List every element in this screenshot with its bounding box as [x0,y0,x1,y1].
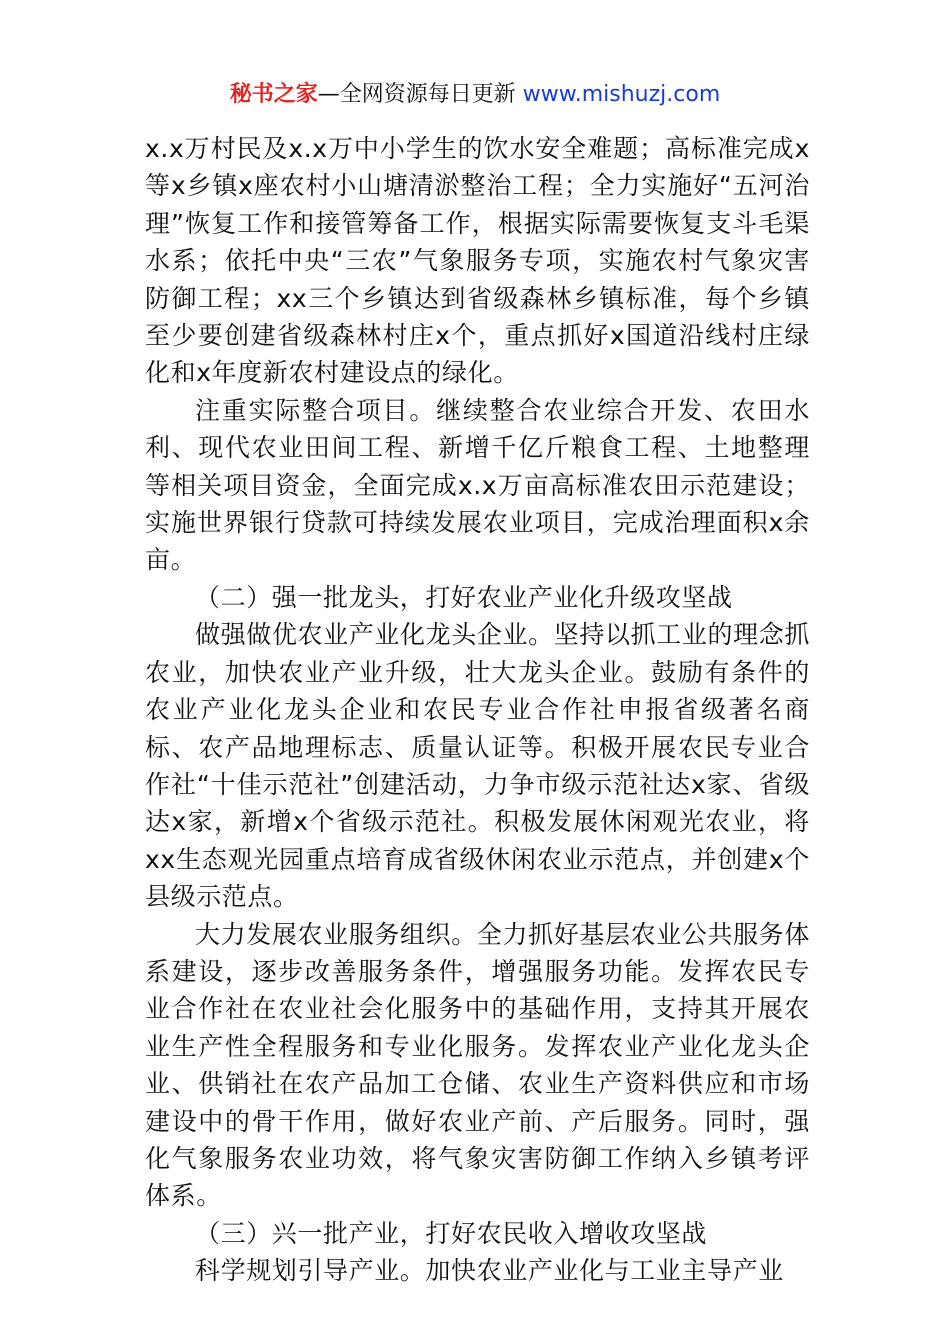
document-body [145,130,810,1290]
section-heading: （三）兴一批产业，打好农民收入增收攻坚战 [195,1218,708,1248]
site-header [0,78,950,112]
paragraph: 注重实际整合项目。继续整合农业综合开发、农田水利、现代农业田间工程、新增千亿斤粮食工程、土地整理等相关项目资金，全面完成x.x万亩高标准农田示范建设；实施世界银行贷款可持续发展农业项目，完成治理面积x余亩。 [145,395,810,575]
site-brand: 秘书之家 [229,82,318,107]
section-heading: （二）强一批龙头，打好农业产业化升级攻坚战 [195,582,733,612]
paragraph-continued: x.x万村民及x.x万中小学生的饮水安全难题；高标准完成x等x乡镇x座农村小山塘清淤整治工程；全力实施好“五河治理”恢复工作和接管筹备工作，根据实际需要恢复支斗毛渠水系；依托中央“三农”气象服务专项，实施农村气象灾害防御工程；xx三个乡镇达到省级森林乡镇标准，每个乡镇至少要创建省级森林村庄x个，重点抓好x国道沿线村庄绿化和x年度新农村建设点的绿化。 [145,134,810,388]
paragraph: 科学规划引导产业。加快农业产业化与工业主导产业 [195,1256,784,1286]
paragraph: 做强做优农业产业化龙头企业。坚持以抓工业的理念抓农业，加快农业产业升级，壮大龙头企业。鼓励有条件的农业产业化龙头企业和农民专业合作社申报省级著名商标、农产品地理标志、质量认证等。积极开展农民专业合作社“十佳示范社”创建活动，力争市级示范社达x家、省级达x家，新增x个省级示范社。积极发展休闲观光农业，将xx生态观光园重点培育成省级休闲农业示范点，并创建x个县级示范点。 [145,620,810,912]
site-url-link[interactable]: www.mishuzj.com [522,82,721,107]
site-tagline: —全网资源每日更新 [317,82,523,107]
paragraph: 大力发展农业服务组织。全力抓好基层农业公共服务体系建设，逐步改善服务条件，增强服务功能。发挥农民专业合作社在农业社会化服务中的基础作用，支持其开展农业生产性全程服务和专业化服务。发挥农业产业化龙头企业、供销社在农产品加工仓储、农业生产资料供应和市场建设中的骨干作用，做好农业产前、产后服务。同时，强化气象服务农业功效，将气象灾害防御工作纳入乡镇考评体系。 [145,919,810,1211]
